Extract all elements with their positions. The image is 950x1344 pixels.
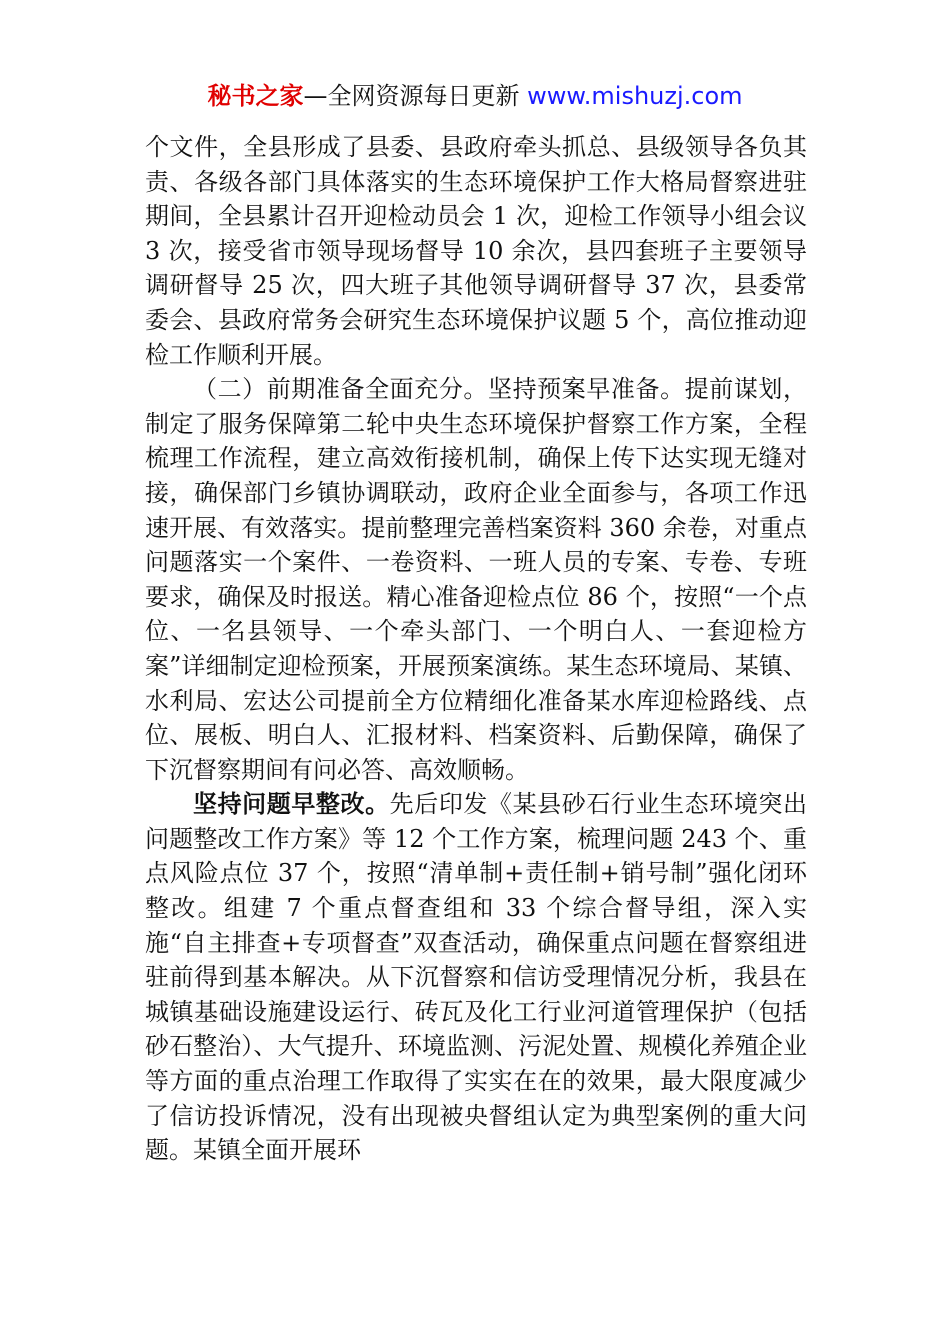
paragraph-3-lead: 坚持问题早整改。 xyxy=(193,789,390,819)
document-body xyxy=(145,130,807,1168)
site-tagline: —全网资源每日更新 xyxy=(303,82,528,110)
paragraph-2: （二）前期准备全面充分。坚持预案早准备。提前谋划，制定了服务保障第二轮中央生态环境保护督察工作方案，全程梳理工作流程，建立高效衔接机制，确保上传下达实现无缝对接，确保部门乡镇协调联动，政府企业全面参与，各项工作迅速开展、有效落实。提前整理完善档案资料 360 余卷，对重点问题落实一个案件、一卷资料、一班人员的专案、专卷、专班要求，确保及时报送。精心准备迎检点位 86 个，按照“一个点位、一名县领导、一个牵头部门、一个明白人、一套迎检方案”详细制定迎检预案，开展预案演练。某生态环境局、某镇、水利局、宏达公司提前全方位精细化准备某水库迎检路线、点位、展板、明白人、汇报材料、档案资料、后勤保障，确保了下沉督察期间有问必答、高效顺畅。 xyxy=(145,375,807,784)
paragraph-1: 个文件，全县形成了县委、县政府牵头抓总、县级领导各负其责、各级各部门具体落实的生态环境保护工作大格局督察进驻期间，全县累计召开迎检动员会 1 次，迎检工作领导小组会议 3 次，接受省市领导现场督导 10 余次，县四套班子主要领导调研督导 25 次，四大班子其他领导调研督导 37 次，县委常委会、县政府常务会研究生态环境保护议题 5 个，高位推动迎检工作顺利开展。 xyxy=(145,133,807,369)
page-header xyxy=(0,80,950,112)
site-brand: 秘书之家 xyxy=(207,82,304,110)
paragraph-3 xyxy=(145,787,807,1168)
site-url[interactable]: www.mishuzj.com xyxy=(527,82,743,110)
paragraph-3-text: 先后印发《某县砂石行业生态环境突出问题整改工作方案》等 12 个工作方案，梳理问题 243 个、重点风险点位 37 个，按照“清单制+责任制+销号制”强化闭环整改。组建 7 个重点督查组和 33 个综合督导组，深入实施“自主排查+专项督查”双查活动，确保重点问题在督察组进驻前得到基本解决。从下沉督察和信访受理情况分析，我县在城镇基础设施建设运行、砖瓦及化工行业河道管理保护（包括砂石整治）、大气提升、环境监测、污泥处置、规模化养殖企业等方面的重点治理工作取得了实实在在的效果，最大限度减少了信访投诉情况，没有出现被央督组认定为典型案例的重大问题。某镇全面开展环 xyxy=(145,790,808,1165)
